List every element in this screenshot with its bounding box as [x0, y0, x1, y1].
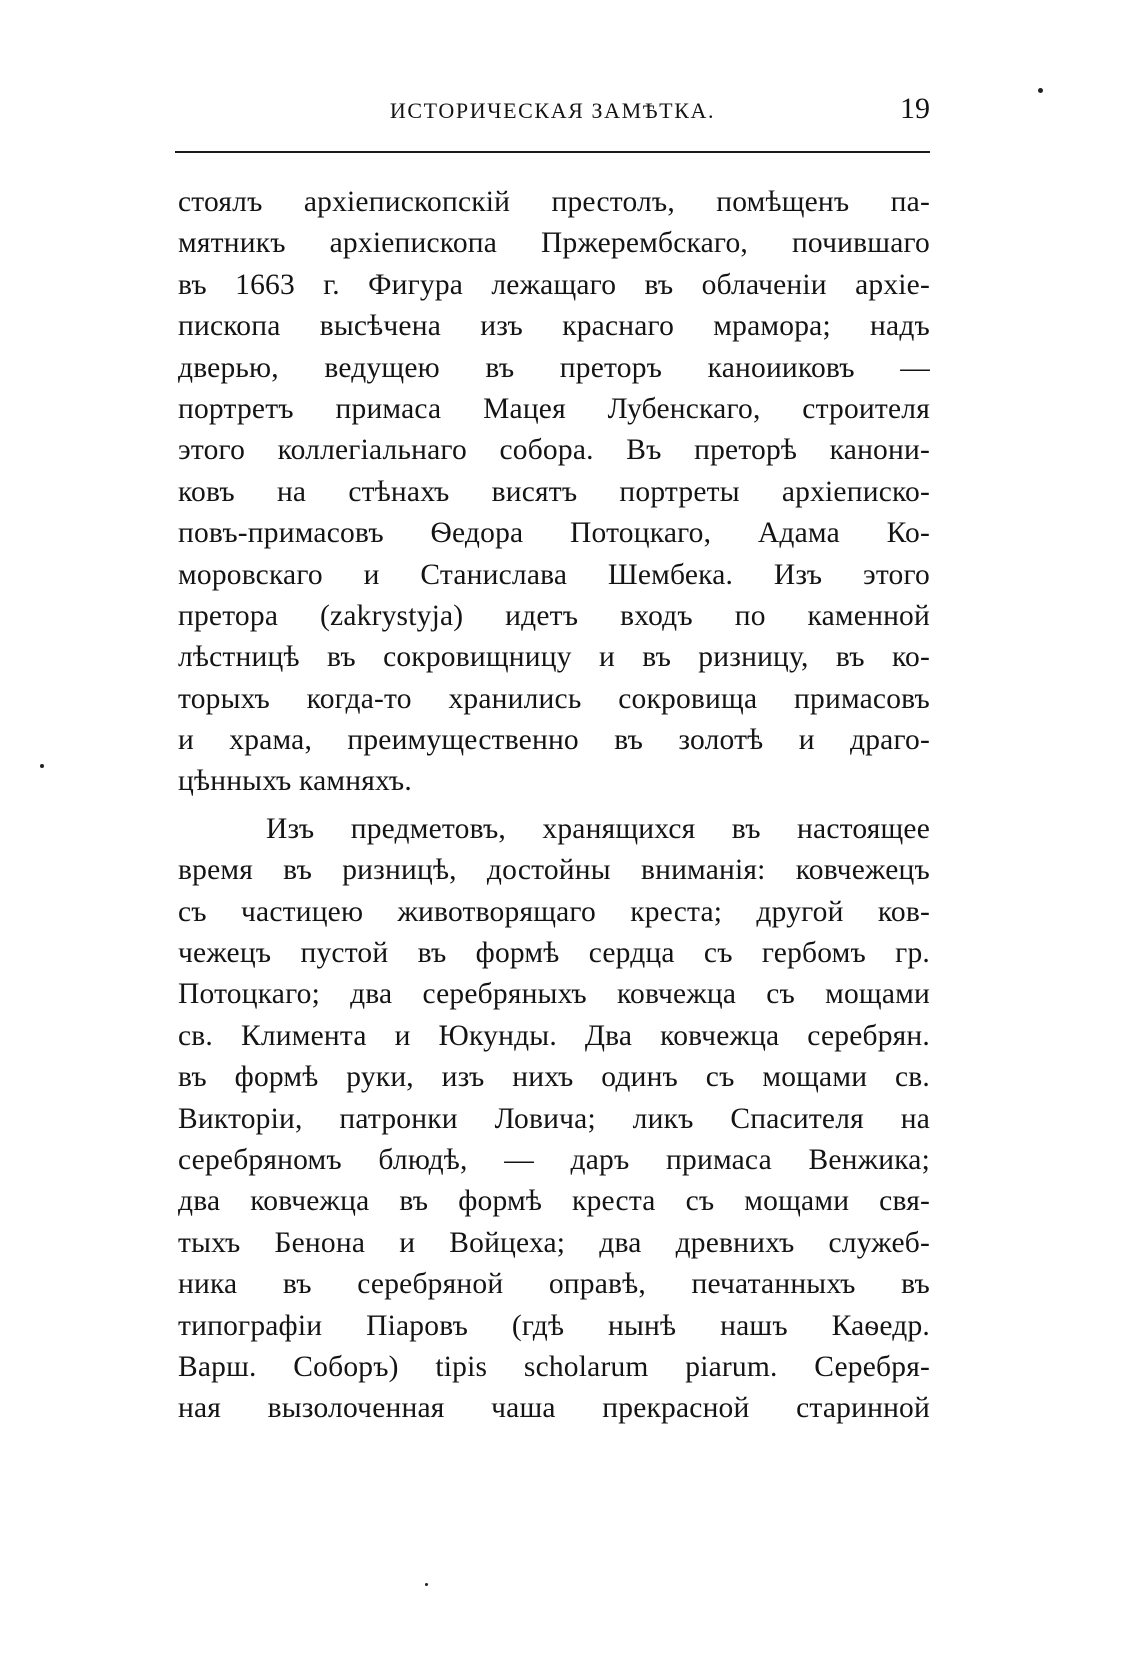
text-line: пископа высѣчена изъ краснаго мрамора; надъ	[178, 310, 930, 343]
text-line: этого коллегіальнаго собора. Въ преторѣ канони-	[178, 434, 930, 467]
scan-speck	[1038, 88, 1043, 93]
header-rule	[175, 151, 930, 153]
text-line: тыхъ Бенона и Войцеха; два древнихъ служеб-	[178, 1226, 930, 1259]
body-text	[178, 182, 930, 1430]
page-number: 19	[900, 92, 930, 125]
text-line: съ частицею животворящаго креста; другой ков-	[178, 895, 930, 928]
text-line: ника въ серебряной оправѣ, печатанныхъ въ	[178, 1268, 930, 1301]
text-line: серебряномъ блюдѣ, — даръ примаса Венжика;	[178, 1143, 930, 1176]
scan-speck	[425, 1583, 428, 1586]
text-line: время въ ризницѣ, достойны вниманія: ковчежецъ	[178, 854, 930, 887]
paragraph-1	[178, 182, 930, 803]
text-line: стоялъ архіепископскій престолъ, помѣщенъ па-	[178, 186, 930, 218]
page-header	[175, 92, 930, 140]
text-line: мятникъ архіепископа Пржерембскаго, почившаго	[178, 227, 930, 260]
text-line: Варш. Соборъ) tipis scholarum piarum. Серебря-	[178, 1350, 930, 1383]
text-line: два ковчежца въ формѣ креста съ мощами свя-	[178, 1185, 930, 1218]
text-line: типографіи Піаровъ (гдѣ нынѣ нашъ Каѳедр.	[178, 1309, 930, 1342]
text-line: ковъ на стѣнахъ висятъ портреты архіеписко-	[178, 475, 930, 508]
text-line: Потоцкаго; два серебряныхъ ковчежца съ мощами	[178, 978, 930, 1011]
text-line: лѣстницѣ въ сокровищницу и въ ризницу, въ ко-	[178, 641, 930, 674]
text-line: претора (zakrystyja) идетъ входъ по каменной	[178, 599, 930, 632]
text-line: торыхъ когда-то хранились сокровища примасовъ	[178, 682, 930, 715]
text-line: въ 1663 г. Фигура лежащаго въ облаченіи архіе-	[178, 268, 930, 301]
paragraph-2	[178, 809, 930, 1430]
text-line: и храма, преимущественно въ золотѣ и драго-	[178, 724, 930, 757]
text-line: въ формѣ руки, изъ нихъ одинъ съ мощами св.	[178, 1061, 930, 1094]
text-line: ная вызолоченная чаша прекрасной старинной	[178, 1392, 930, 1425]
text-line: св. Климента и Юкунды. Два ковчежца серебрян.	[178, 1019, 930, 1052]
text-line: повъ-примасовъ Ѳедора Потоцкаго, Адама Ко-	[178, 517, 930, 550]
text-line: цѣнныхъ камняхъ.	[178, 765, 412, 798]
text-line: портретъ примаса Мацея Лубенскаго, строителя	[178, 392, 930, 425]
text-line: Викторіи, патронки Ловича; ликъ Спасителя на	[178, 1102, 930, 1135]
text-line: Изъ предметовъ, хранящихся въ настоящее	[266, 812, 930, 845]
text-line: дверью, ведущею въ преторъ каноииковъ —	[178, 351, 930, 384]
text-line: моровскаго и Станислава Шембека. Изъ этого	[178, 558, 930, 591]
text-line: чежецъ пустой въ формѣ сердца съ гербомъ гр.	[178, 937, 930, 970]
running-title: ИСТОРИЧЕСКАЯ ЗАМѢТКА.	[389, 98, 716, 123]
scan-speck	[40, 764, 44, 768]
